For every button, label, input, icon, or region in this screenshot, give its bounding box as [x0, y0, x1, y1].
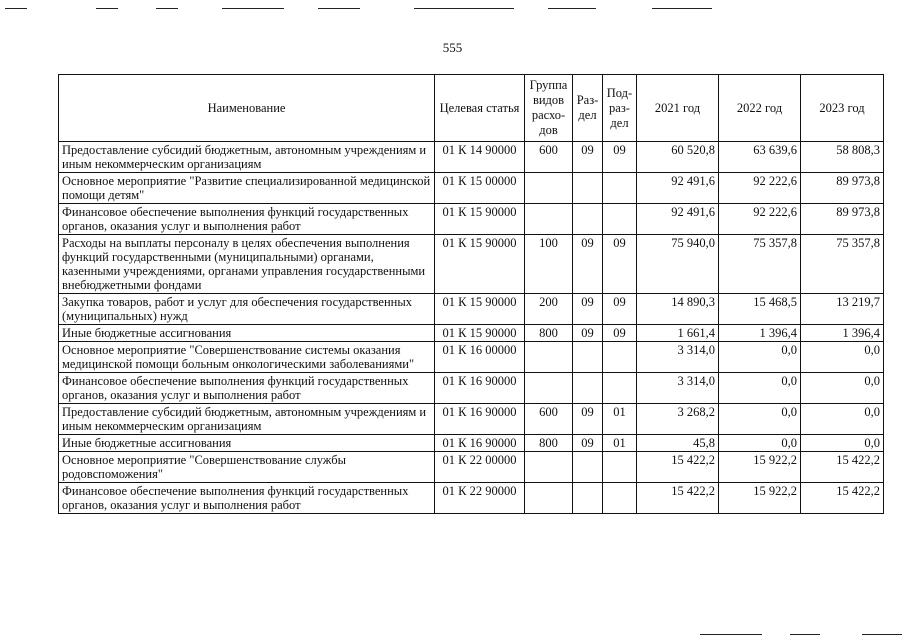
- cell-name: Предоставление субсидий бюджетным, автономным учреждениям и иным некоммерческим организациям: [59, 142, 435, 173]
- header-name: Наименование: [59, 75, 435, 142]
- cell-y2021: 3 314,0: [637, 373, 719, 404]
- cell-group: 100: [525, 235, 573, 294]
- cell-name: Закупка товаров, работ и услуг для обеспечения государственных (муниципальных) нужд: [59, 294, 435, 325]
- cell-y2021: 1 661,4: [637, 325, 719, 342]
- table-row: [59, 435, 884, 452]
- scan-edge-marks-bottom: [0, 630, 905, 640]
- cell-target: 01 К 15 90000: [435, 235, 525, 294]
- table-row: [59, 173, 884, 204]
- cell-group: 600: [525, 404, 573, 435]
- cell-y2023: 89 973,8: [801, 173, 884, 204]
- cell-subsection: 09: [603, 235, 637, 294]
- cell-y2023: 1 396,4: [801, 325, 884, 342]
- cell-y2022: 0,0: [719, 404, 801, 435]
- table-row: [59, 142, 884, 173]
- cell-y2023: 75 357,8: [801, 235, 884, 294]
- cell-name: Финансовое обеспечение выполнения функций государственных органов, оказания услуг и выполнения работ: [59, 204, 435, 235]
- cell-target: 01 К 16 00000: [435, 342, 525, 373]
- table-header-row: [59, 75, 884, 142]
- cell-group: 800: [525, 325, 573, 342]
- cell-group: [525, 373, 573, 404]
- table-row: [59, 452, 884, 483]
- header-section: Раз-дел: [573, 75, 603, 142]
- table-row: [59, 404, 884, 435]
- cell-group: 600: [525, 142, 573, 173]
- cell-y2021: 60 520,8: [637, 142, 719, 173]
- header-subsection: Под-раз-дел: [603, 75, 637, 142]
- cell-y2022: 92 222,6: [719, 173, 801, 204]
- cell-y2022: 0,0: [719, 435, 801, 452]
- cell-name: Основное мероприятие "Развитие специализированной медицинской помощи детям": [59, 173, 435, 204]
- cell-y2023: 15 422,2: [801, 483, 884, 514]
- page-number: 555: [442, 40, 463, 55]
- table-row: [59, 342, 884, 373]
- cell-y2022: 15 468,5: [719, 294, 801, 325]
- header-group: Группа видов расхо-дов: [525, 75, 573, 142]
- cell-subsection: [603, 204, 637, 235]
- cell-section: 09: [573, 325, 603, 342]
- cell-name: Основное мероприятие "Совершенствование службы родовспоможения": [59, 452, 435, 483]
- table-row: [59, 483, 884, 514]
- cell-y2023: 15 422,2: [801, 452, 884, 483]
- cell-target: 01 К 22 90000: [435, 483, 525, 514]
- cell-target: 01 К 15 90000: [435, 204, 525, 235]
- cell-group: [525, 342, 573, 373]
- header-2021: 2021 год: [637, 75, 719, 142]
- cell-subsection: 09: [603, 142, 637, 173]
- cell-y2022: 63 639,6: [719, 142, 801, 173]
- cell-target: 01 К 15 90000: [435, 325, 525, 342]
- cell-subsection: [603, 483, 637, 514]
- cell-target: 01 К 16 90000: [435, 404, 525, 435]
- cell-target: 01 К 15 90000: [435, 294, 525, 325]
- cell-y2021: 92 491,6: [637, 173, 719, 204]
- cell-name: Расходы на выплаты персоналу в целях обеспечения выполнения функций государственными (муниципальными) органами, казенными учреждениями, органами управления государственными внебюджетными фондами: [59, 235, 435, 294]
- header-2022: 2022 год: [719, 75, 801, 142]
- cell-group: [525, 452, 573, 483]
- scan-edge-marks-top: [0, 0, 905, 20]
- header-2023: 2023 год: [801, 75, 884, 142]
- cell-group: 800: [525, 435, 573, 452]
- table-body: [59, 142, 884, 514]
- cell-target: 01 К 14 90000: [435, 142, 525, 173]
- cell-y2022: 1 396,4: [719, 325, 801, 342]
- cell-subsection: [603, 173, 637, 204]
- cell-section: [573, 483, 603, 514]
- cell-y2021: 3 268,2: [637, 404, 719, 435]
- cell-section: [573, 204, 603, 235]
- cell-subsection: [603, 373, 637, 404]
- cell-y2023: 13 219,7: [801, 294, 884, 325]
- cell-name: Иные бюджетные ассигнования: [59, 435, 435, 452]
- cell-name: Финансовое обеспечение выполнения функций государственных органов, оказания услуг и выполнения работ: [59, 373, 435, 404]
- cell-y2023: 0,0: [801, 342, 884, 373]
- cell-y2023: 0,0: [801, 373, 884, 404]
- cell-section: 09: [573, 404, 603, 435]
- cell-subsection: [603, 342, 637, 373]
- cell-y2022: 92 222,6: [719, 204, 801, 235]
- cell-y2021: 14 890,3: [637, 294, 719, 325]
- cell-y2022: 15 922,2: [719, 452, 801, 483]
- budget-table: [58, 74, 884, 514]
- cell-y2023: 0,0: [801, 435, 884, 452]
- cell-section: 09: [573, 142, 603, 173]
- cell-group: [525, 204, 573, 235]
- cell-section: [573, 173, 603, 204]
- cell-subsection: 09: [603, 325, 637, 342]
- cell-name: Основное мероприятие "Совершенствование системы оказания медицинской помощи больным онкологическими заболеваниями": [59, 342, 435, 373]
- cell-name: Финансовое обеспечение выполнения функций государственных органов, оказания услуг и выполнения работ: [59, 483, 435, 514]
- cell-group: 200: [525, 294, 573, 325]
- cell-section: [573, 342, 603, 373]
- cell-y2023: 89 973,8: [801, 204, 884, 235]
- cell-subsection: 01: [603, 404, 637, 435]
- cell-y2022: 15 922,2: [719, 483, 801, 514]
- cell-y2023: 58 808,3: [801, 142, 884, 173]
- cell-target: 01 К 16 90000: [435, 373, 525, 404]
- cell-y2022: 75 357,8: [719, 235, 801, 294]
- cell-name: Иные бюджетные ассигнования: [59, 325, 435, 342]
- cell-target: 01 К 16 90000: [435, 435, 525, 452]
- cell-y2021: 92 491,6: [637, 204, 719, 235]
- table-row: [59, 325, 884, 342]
- table-row: [59, 373, 884, 404]
- cell-group: [525, 483, 573, 514]
- cell-target: 01 К 15 00000: [435, 173, 525, 204]
- cell-section: 09: [573, 435, 603, 452]
- cell-subsection: 09: [603, 294, 637, 325]
- cell-y2021: 45,8: [637, 435, 719, 452]
- cell-y2021: 15 422,2: [637, 483, 719, 514]
- table-row: [59, 235, 884, 294]
- cell-y2023: 0,0: [801, 404, 884, 435]
- cell-y2021: 3 314,0: [637, 342, 719, 373]
- table-row: [59, 204, 884, 235]
- cell-section: 09: [573, 294, 603, 325]
- cell-section: [573, 452, 603, 483]
- cell-y2021: 75 940,0: [637, 235, 719, 294]
- cell-y2022: 0,0: [719, 373, 801, 404]
- cell-name: Предоставление субсидий бюджетным, автономным учреждениям и иным некоммерческим организациям: [59, 404, 435, 435]
- table-row: [59, 294, 884, 325]
- cell-subsection: [603, 452, 637, 483]
- cell-y2022: 0,0: [719, 342, 801, 373]
- cell-y2021: 15 422,2: [637, 452, 719, 483]
- header-target: Целевая статья: [435, 75, 525, 142]
- cell-section: [573, 373, 603, 404]
- cell-section: 09: [573, 235, 603, 294]
- cell-subsection: 01: [603, 435, 637, 452]
- cell-target: 01 К 22 00000: [435, 452, 525, 483]
- cell-group: [525, 173, 573, 204]
